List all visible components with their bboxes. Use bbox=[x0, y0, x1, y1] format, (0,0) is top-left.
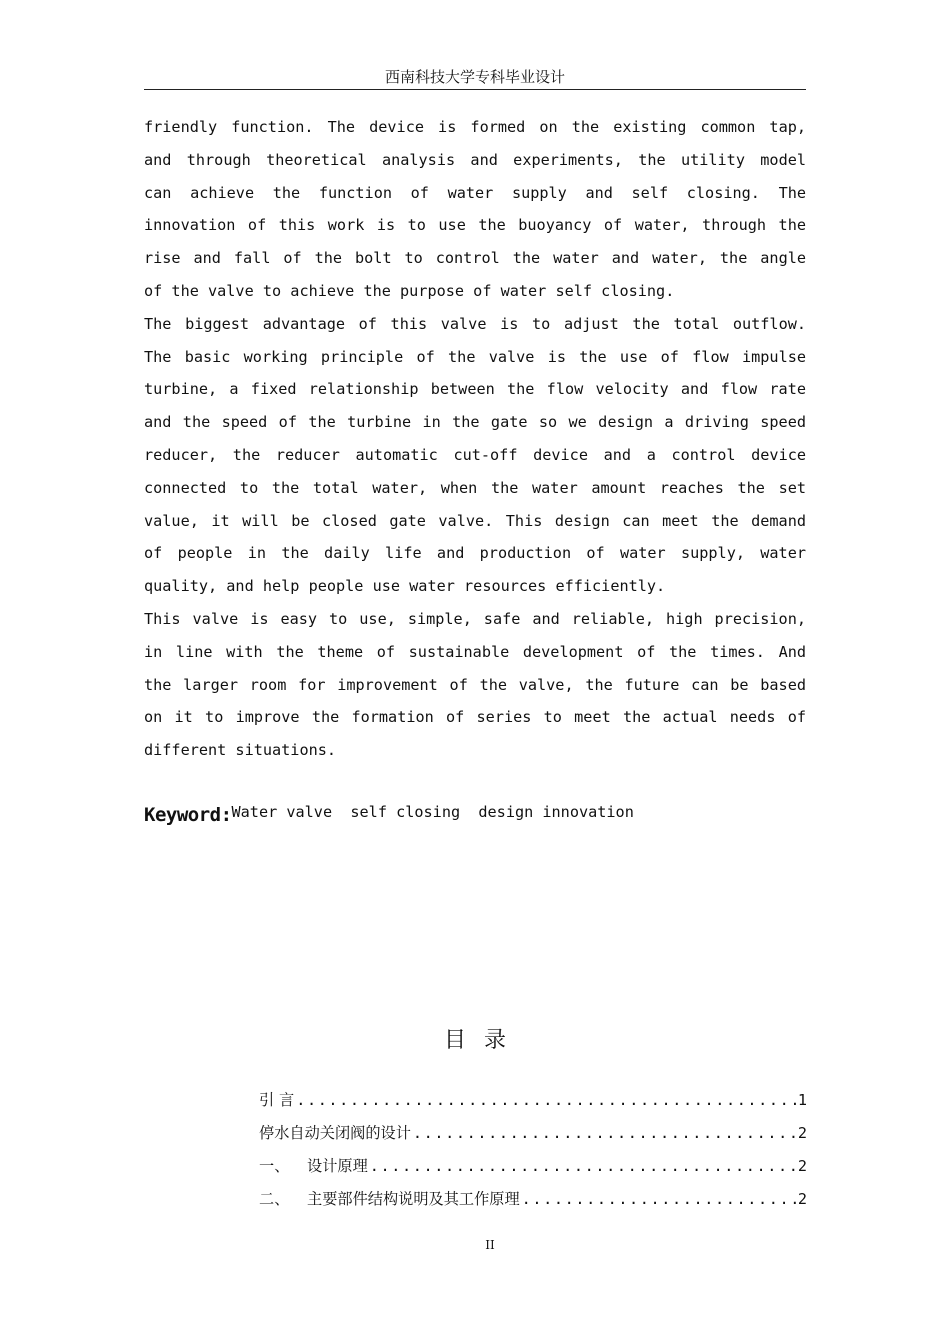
abstract-line: and through theoretical analysis and experiments, the utility model bbox=[144, 150, 806, 169]
header-rule bbox=[144, 89, 806, 90]
toc-entry-number: 一、 bbox=[259, 1157, 290, 1175]
abstract-body bbox=[144, 111, 806, 767]
abstract-line: The basic working principle of the valve is the use of flow impulse bbox=[144, 347, 806, 366]
keyword-label: Keyword: bbox=[144, 804, 232, 826]
abstract-line: on it to improve the formation of series to meet the actual needs of bbox=[144, 708, 806, 727]
abstract-line: This valve is easy to use, simple, safe and reliable, high precision, bbox=[144, 609, 806, 628]
abstract-line: different situations. bbox=[144, 741, 337, 760]
toc-entry-text: 引 言 bbox=[259, 1091, 295, 1109]
toc-entry[interactable] bbox=[259, 1084, 807, 1117]
abstract-line: of the valve to achieve the purpose of water self closing. bbox=[144, 281, 675, 300]
abstract-line: The biggest advantage of this valve is to adjust the total outflow. bbox=[144, 314, 806, 333]
table-of-contents bbox=[259, 1084, 807, 1216]
toc-entry-text: 主要部件结构说明及其工作原理 bbox=[307, 1190, 520, 1208]
abstract-line: quality, and help people use water resources efficiently. bbox=[144, 577, 666, 596]
toc-leader-dots bbox=[520, 1183, 796, 1216]
page-number: II bbox=[485, 1238, 495, 1252]
toc-entry-page: 1 bbox=[797, 1091, 807, 1109]
toc-entry-page: 2 bbox=[797, 1190, 807, 1208]
abstract-line: in line with the theme of sustainable development of the times. And bbox=[144, 642, 806, 661]
abstract-line: can achieve the function of water supply and self closing. The bbox=[144, 183, 806, 202]
toc-entry-page: 2 bbox=[797, 1157, 807, 1175]
abstract-line: rise and fall of the bolt to control the water and water, the angle bbox=[144, 249, 806, 268]
toc-leader-dots bbox=[368, 1150, 796, 1183]
keyword-value: Water valve self closing design innovation bbox=[231, 803, 634, 821]
toc-entry[interactable] bbox=[259, 1150, 807, 1183]
abstract-line: friendly function. The device is formed on the existing common tap, bbox=[144, 118, 806, 136]
abstract-line: and the speed of the turbine in the gate so we design a driving speed bbox=[144, 413, 806, 432]
abstract-line: turbine, a fixed relationship between the flow velocity and flow rate bbox=[144, 380, 806, 399]
abstract-line: the larger room for improvement of the valve, the future can be based bbox=[144, 675, 806, 694]
abstract-line: connected to the total water, when the water amount reaches the set bbox=[144, 478, 806, 497]
abstract-line: innovation of this work is to use the buoyancy of water, through the bbox=[144, 216, 806, 235]
abstract-line: reducer, the reducer automatic cut-off device and a control device bbox=[144, 445, 806, 464]
toc-entry-page: 2 bbox=[797, 1124, 807, 1142]
toc-leader-dots bbox=[411, 1117, 796, 1150]
toc-entry-text: 停水自动关闭阀的设计 bbox=[259, 1124, 411, 1142]
toc-title: 目录 bbox=[443, 1028, 524, 1053]
toc-entry[interactable] bbox=[259, 1117, 807, 1150]
toc-entry[interactable] bbox=[259, 1183, 807, 1216]
keyword-row bbox=[144, 804, 634, 826]
toc-leader-dots bbox=[294, 1084, 796, 1117]
abstract-line: of people in the daily life and production of water supply, water bbox=[144, 544, 806, 563]
toc-entry-text: 设计原理 bbox=[307, 1157, 368, 1175]
toc-entry-number: 二、 bbox=[259, 1190, 290, 1208]
abstract-line: value, it will be closed gate valve. This design can meet the demand bbox=[144, 511, 806, 530]
running-header: 西南科技大学专科毕业设计 bbox=[384, 68, 565, 86]
